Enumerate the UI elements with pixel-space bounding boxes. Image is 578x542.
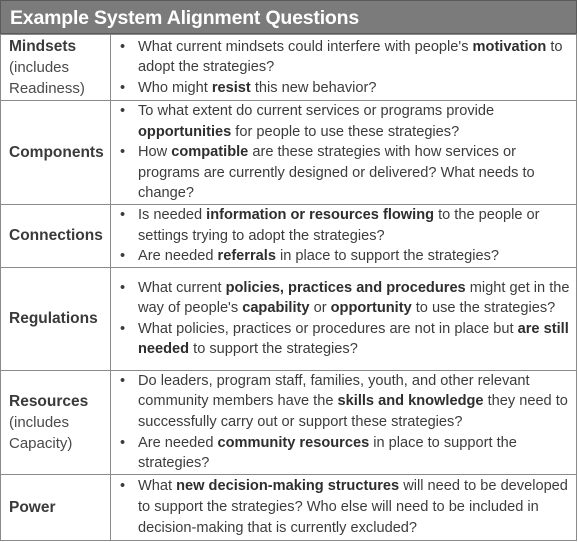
category-subtitle: (includes Readiness)	[9, 59, 85, 97]
question-text: in place to support the strategies?	[275, 248, 500, 265]
question-text: might get in the way of people's	[138, 279, 570, 317]
question-text: to support the strategies?	[189, 341, 358, 358]
emphasis-text: opportunities	[138, 123, 232, 140]
emphasis-text: new decision-making structures	[176, 478, 400, 495]
question-item	[111, 205, 576, 246]
question-item	[111, 433, 576, 474]
emphasis-text: information or resources flowing	[206, 206, 435, 223]
questions-cell	[111, 267, 577, 370]
emphasis-text: compatible	[171, 144, 249, 161]
emphasis-text: policies, practices and procedures	[225, 279, 466, 296]
table-row	[1, 204, 577, 267]
bullet-icon: •	[120, 103, 126, 119]
category-cell	[1, 370, 111, 474]
category-name: Connections	[9, 227, 103, 245]
emphasis-text: community resources	[217, 434, 370, 451]
question-text: or	[309, 300, 331, 317]
question-list	[111, 278, 576, 360]
question-text: Are needed	[138, 434, 218, 451]
question-text: they need to successfully carry out or support these strategies?	[138, 393, 568, 430]
question-text: to the people or settings trying to adopt the strategies?	[138, 206, 540, 244]
question-item	[111, 319, 576, 360]
questions-cell	[111, 204, 577, 267]
emphasis-text: resist	[211, 79, 251, 96]
category-cell	[1, 267, 111, 370]
emphasis-text: opportunity	[330, 300, 412, 317]
table-row	[1, 474, 577, 540]
bullet-icon: •	[120, 144, 126, 161]
questions-cell	[111, 474, 577, 540]
category-cell	[1, 204, 111, 267]
category-name: Components	[9, 143, 104, 161]
table-row	[1, 35, 577, 101]
question-item	[111, 371, 576, 433]
question-text: How	[138, 144, 172, 161]
question-list	[111, 371, 576, 474]
questions-cell	[111, 35, 577, 101]
bullet-icon: •	[120, 206, 126, 223]
question-item	[111, 142, 576, 204]
question-list	[111, 37, 576, 99]
question-item	[111, 78, 576, 99]
question-text: What	[138, 478, 177, 495]
table-row	[1, 101, 577, 205]
question-list	[111, 476, 576, 538]
question-item	[111, 246, 576, 267]
emphasis-text: motivation	[472, 38, 547, 55]
emphasis-text: are still needed	[138, 320, 569, 358]
question-text: What policies, practices or procedures are not in place but	[138, 320, 518, 337]
category-name: Regulations	[9, 310, 98, 328]
question-item	[111, 101, 576, 142]
questions-cell	[111, 101, 577, 205]
table-row	[1, 267, 577, 370]
question-item	[111, 278, 576, 319]
question-text: are these strategies with how services or programs are currently designed or delivered? What needs to change?	[138, 144, 535, 202]
emphasis-text: skills and knowledge	[337, 393, 484, 410]
question-text: What current mindsets could interfere with people's	[138, 38, 473, 55]
category-cell	[1, 101, 111, 205]
questions-cell	[111, 370, 577, 474]
bullet-icon: •	[120, 79, 126, 96]
table-row	[1, 370, 577, 474]
table-title: Example System Alignment Questions	[0, 0, 577, 34]
question-text: Do leaders, program staff, families, youth, and other relevant community members have the	[138, 372, 530, 410]
question-text: this new behavior?	[250, 79, 377, 96]
question-text: Are needed	[138, 248, 218, 265]
question-list	[111, 101, 576, 204]
emphasis-text: capability	[242, 300, 310, 317]
question-text: What current	[138, 279, 226, 296]
bullet-icon: •	[120, 320, 126, 337]
questions-grid	[0, 34, 577, 541]
bullet-icon: •	[120, 248, 126, 265]
bullet-icon: •	[120, 434, 126, 451]
category-name: Resources	[9, 392, 89, 410]
question-text: To what extent do current services or programs provide	[138, 103, 495, 119]
question-text: in place to support the strategies?	[138, 434, 517, 472]
question-text: will need to be developed to support the strategies? Who else will need to be included in decision-making that is currently excluded?	[138, 478, 568, 536]
category-subtitle: (includes Capacity)	[9, 413, 73, 452]
question-text: for people to use these strategies?	[231, 123, 460, 140]
category-name: Mindsets	[9, 38, 77, 55]
bullet-icon: •	[120, 372, 126, 389]
emphasis-text: referrals	[217, 248, 276, 265]
bullet-icon: •	[120, 38, 126, 55]
category-name: Power	[9, 498, 56, 516]
question-text: Who might	[138, 79, 212, 96]
question-item	[111, 37, 576, 78]
question-item	[111, 476, 576, 538]
question-text: to use the strategies?	[411, 300, 556, 317]
question-list	[111, 205, 576, 267]
bullet-icon: •	[120, 478, 126, 495]
question-text: to adopt the strategies?	[138, 38, 563, 76]
category-cell	[1, 474, 111, 540]
category-cell	[1, 35, 111, 101]
question-text: Is needed	[138, 206, 207, 223]
bullet-icon: •	[120, 279, 126, 296]
